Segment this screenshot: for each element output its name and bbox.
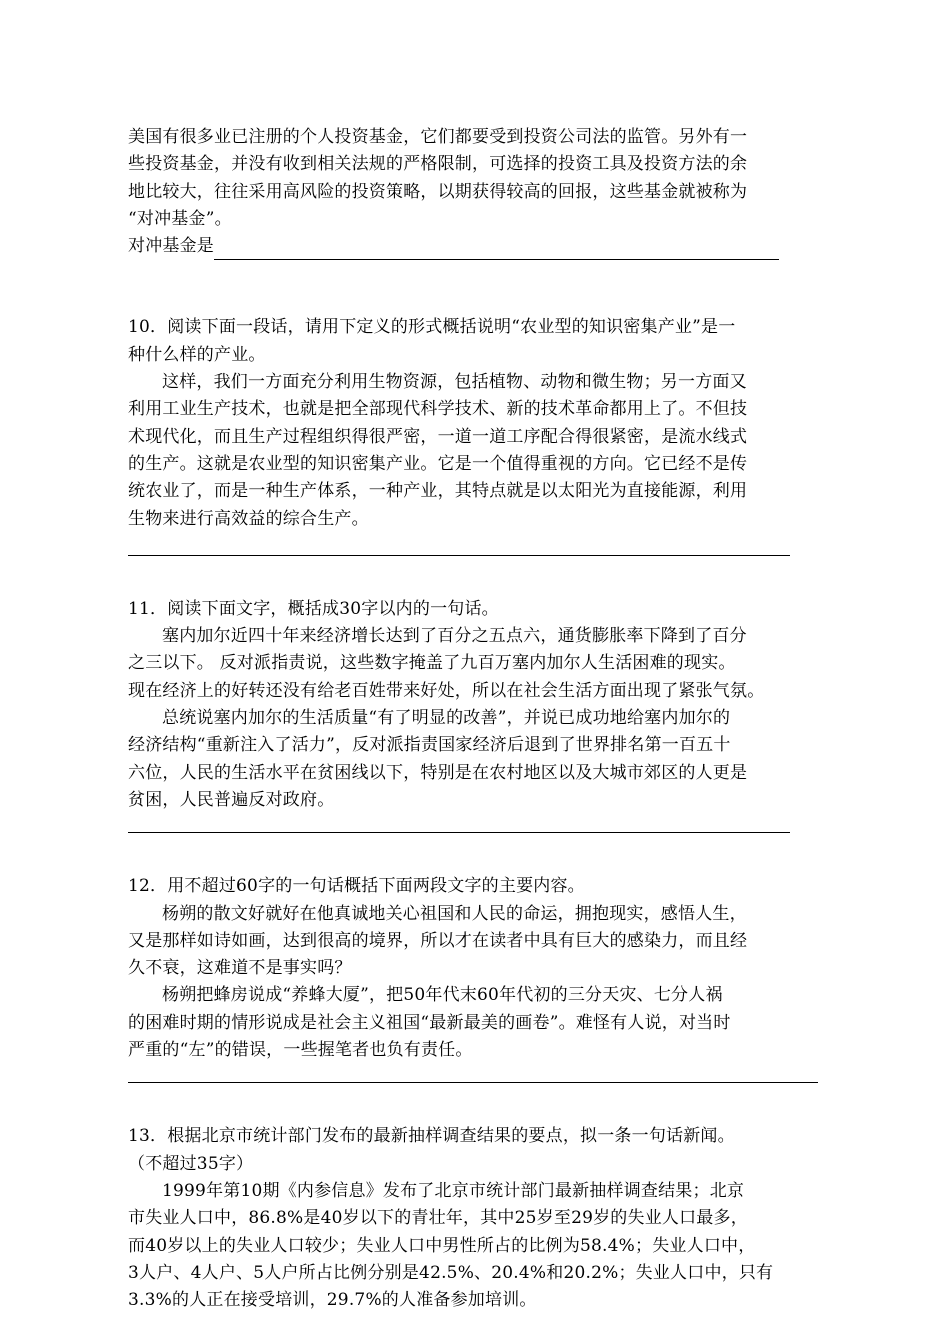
answer-blank[interactable] [214,241,779,260]
document-page [128,124,828,1314]
passage-line: 塞内加尔近四十年来经济增长达到了百分之五点六，通货膨胀率下降到了百分 [162,626,747,647]
passage-line: 杨朔把蜂房说成“养蜂大厦”，把50年代末60年代初的三分天灾、七分人祸 [162,985,723,1006]
passage-line: 又是那样如诗如画，达到很高的境界，所以才在读者中具有巨大的感染力，而且经 [128,930,748,951]
question-prompt: 种什么样的产业。 [128,344,266,365]
question-12 [128,873,828,1083]
passage-line: 而40岁以上的失业人口较少；失业人口中男性所占的比例为58.4%；失业人口中， [128,1235,756,1256]
passage-line: 美国有很多业已注册的个人投资基金，它们都要受到投资公司法的监管。另外有一 [128,127,748,147]
question-prompt: 11．阅读下面文字，概括成30字以内的一句话。 [128,598,499,619]
passage-line: 总统说塞内加尔的生活质量“有了明显的改善”，并说已成功地给塞内加尔的 [162,708,731,729]
passage-line: 统农业了，而是一种生产体系，一种产业，其特点就是以太阳光为直接能源，利用 [128,481,748,502]
question-prompt: 13．根据北京市统计部门发布的最新抽样调查结果的要点，拟一条一句话新闻。 [128,1126,735,1147]
question-prompt: （不超过35字） [128,1153,254,1174]
passage-line: 地比较大，往往采用高风险的投资策略，以期获得较高的回报，这些基金就被称为 [128,181,748,202]
passage-line: 1999年第10期《内参信息》发布了北京市统计部门最新抽样调查结果；北京 [162,1180,745,1201]
hedge-fund-section [128,124,828,260]
question-prompt: 12．用不超过60字的一句话概括下面两段文字的主要内容。 [128,876,585,897]
passage-line: 杨朔的散文好就好在他真诚地关心祖国和人民的命运，拥抱现实，感悟人生， [162,903,747,924]
passage-line: 市失业人口中，86.8%是40岁以下的青壮年，其中25岁至29岁的失业人口最多， [128,1208,748,1229]
passage-line: 经济结构“重新注入了活力”，反对派指责国家经济后退到了世界排名第一百五十 [128,735,731,756]
passage-line: 术现代化，而且生产过程组织得很严密，一道一道工序配合得很紧密，是流水线式 [128,426,748,447]
question-13 [128,1123,828,1314]
passage-line: 贫困，人民普遍反对政府。 [128,789,335,810]
passage-line: 现在经济上的好转还没有给老百姓带来好处，所以在社会生活方面出现了紧张气氛。 [128,680,765,701]
passage-line: 这样，我们一方面充分利用生物资源，包括植物、动物和微生物；另一方面又 [162,372,747,393]
question-10 [128,314,828,555]
answer-line [128,233,828,260]
passage-line: 久不衰，这难道不是事实吗？ [128,958,352,979]
passage-line: 生物来进行高效益的综合生产。 [128,508,369,529]
passage-line: 的困难时期的情形说成是社会主义祖国“最新最美的画卷”。难怪有人说，对当时 [128,1012,731,1033]
answer-label: 对冲基金是 [128,236,214,257]
passage-line: 3.3%的人正在接受培训，29.7%的人准备参加培训。 [128,1290,537,1311]
passage-line: 的生产。这就是农业型的知识密集产业。它是一个值得重视的方向。它已经不是传 [128,453,748,474]
passage-line: 之三以下。 反对派指责说，这些数字掩盖了九百万塞内加尔人生活困难的现实。 [128,653,736,674]
passage-line: 些投资基金，并没有收到相关法规的严格限制，可选择的投资工具及投资方法的余 [128,154,748,175]
passage-line: “对冲基金”。 [128,208,232,229]
passage-line: 六位，人民的生活水平在贫困线以下，特别是在农村地区以及大城市郊区的人更是 [128,762,748,783]
passage-line: 利用工业生产技术，也就是把全部现代科学技术、新的技术革命都用上了。不但技 [128,399,748,420]
passage-line: 3人户、4人户、5人户所占比例分别是42.5%、20.4%和20.2%；失业人口中，只有 [128,1262,774,1283]
question-11 [128,596,828,833]
question-prompt: 10．阅读下面一段话，请用下定义的形式概括说明“农业型的知识密集产业”是一 [128,317,736,338]
passage-line: 严重的“左”的错误，一些握笔者也负有责任。 [128,1040,473,1061]
